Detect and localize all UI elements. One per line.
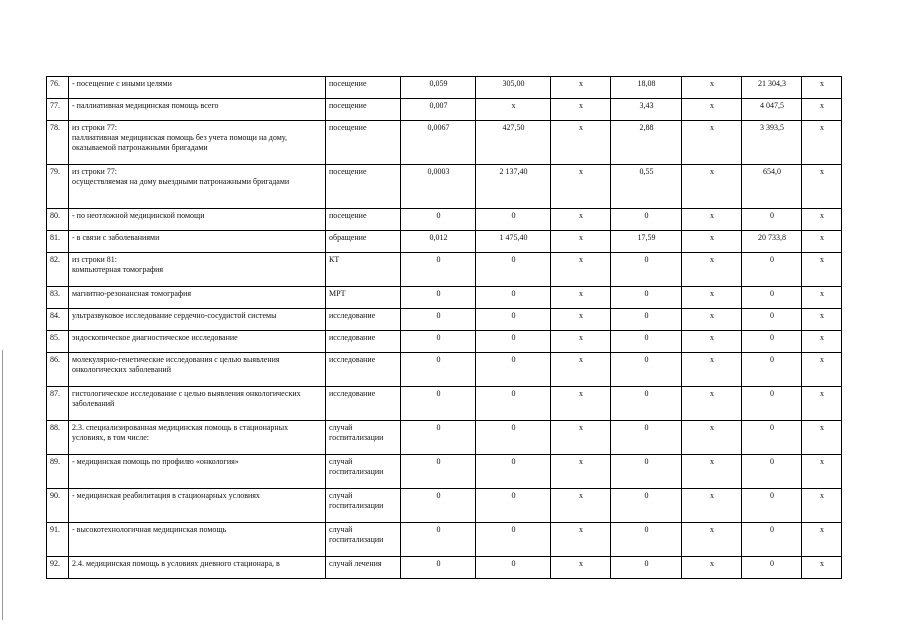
cell-col7: х (802, 557, 842, 579)
table-row (47, 557, 842, 579)
row-unit: посещение (326, 77, 401, 99)
cell-col7: х (802, 387, 842, 421)
cell-col6: 0 (742, 253, 802, 287)
cell-col5: х (682, 455, 742, 489)
scan-edge-line (2, 350, 3, 620)
cell-col1: 0,0067 (401, 121, 476, 165)
row-name: гистологическое исследование с целью выявления онкологических заболеваний (69, 387, 326, 421)
row-unit: исследование (326, 387, 401, 421)
cell-col1: 0 (401, 523, 476, 557)
cell-col4: 0,55 (611, 165, 682, 209)
cell-col2: 0 (476, 353, 551, 387)
cell-col7: х (802, 421, 842, 455)
cell-col2: 0 (476, 489, 551, 523)
cell-col2: 0 (476, 557, 551, 579)
cell-col7: х (802, 121, 842, 165)
cell-col2: 0 (476, 421, 551, 455)
cell-col6: 0 (742, 421, 802, 455)
cell-col4: 0 (611, 309, 682, 331)
cell-col3: х (551, 331, 611, 353)
cell-col3: х (551, 387, 611, 421)
cell-col6: 654,0 (742, 165, 802, 209)
row-name: - высокотехнологичная медицинская помощь (69, 523, 326, 557)
table-row (47, 287, 842, 309)
cell-col5: х (682, 121, 742, 165)
row-unit: случай госпитализации (326, 455, 401, 489)
row-number: 84. (47, 309, 69, 331)
cell-col3: х (551, 353, 611, 387)
cell-col3: х (551, 165, 611, 209)
row-unit: посещение (326, 165, 401, 209)
cell-col2: 427,50 (476, 121, 551, 165)
cell-col6: 0 (742, 209, 802, 231)
table-row (47, 455, 842, 489)
table-row (47, 331, 842, 353)
cell-col4: 0 (611, 353, 682, 387)
row-unit: исследование (326, 331, 401, 353)
cell-col4: 3,43 (611, 99, 682, 121)
cell-col6: 0 (742, 353, 802, 387)
cell-col5: х (682, 165, 742, 209)
row-name: - медицинская помощь по профилю «онкология» (69, 455, 326, 489)
table-row (47, 77, 842, 99)
cell-col5: х (682, 387, 742, 421)
cell-col4: 2,88 (611, 121, 682, 165)
cell-col6: 0 (742, 523, 802, 557)
cell-col1: 0,0003 (401, 165, 476, 209)
cell-col3: х (551, 231, 611, 253)
cell-col7: х (802, 455, 842, 489)
cell-col7: х (802, 287, 842, 309)
cell-col5: х (682, 353, 742, 387)
cell-col6: 0 (742, 489, 802, 523)
row-name: - посещение с иными целями (69, 77, 326, 99)
row-number: 87. (47, 387, 69, 421)
cell-col7: х (802, 253, 842, 287)
cell-col5: х (682, 421, 742, 455)
row-unit: посещение (326, 121, 401, 165)
cell-col1: 0 (401, 489, 476, 523)
cell-col5: х (682, 331, 742, 353)
row-name: - медицинская реабилитация в стационарных условиях (69, 489, 326, 523)
row-number: 90. (47, 489, 69, 523)
cell-col5: х (682, 523, 742, 557)
cell-col1: 0 (401, 557, 476, 579)
cell-col2: 0 (476, 523, 551, 557)
cell-col7: х (802, 309, 842, 331)
cell-col2: 305,00 (476, 77, 551, 99)
row-unit: МРТ (326, 287, 401, 309)
row-number: 77. (47, 99, 69, 121)
row-number: 78. (47, 121, 69, 165)
data-table (46, 76, 842, 579)
table-row (47, 387, 842, 421)
table-row (47, 121, 842, 165)
cell-col7: х (802, 489, 842, 523)
cell-col6: 4 047,5 (742, 99, 802, 121)
row-name: молекулярно-генетические исследования с целью выявления онкологических заболеваний (69, 353, 326, 387)
cell-col7: х (802, 331, 842, 353)
row-name: - по неотложной медицинской помощи (69, 209, 326, 231)
row-name: из строки 77: осуществляемая на дому выездными патронажными бригадами (69, 165, 326, 209)
table-row (47, 523, 842, 557)
cell-col1: 0,059 (401, 77, 476, 99)
row-number: 82. (47, 253, 69, 287)
cell-col5: х (682, 231, 742, 253)
table-row (47, 99, 842, 121)
cell-col4: 0 (611, 455, 682, 489)
cell-col7: х (802, 77, 842, 99)
row-name: ультразвуковое исследование сердечно-сосудистой системы (69, 309, 326, 331)
cell-col1: 0 (401, 421, 476, 455)
cell-col3: х (551, 121, 611, 165)
row-unit: случай госпитализации (326, 523, 401, 557)
cell-col1: 0,012 (401, 231, 476, 253)
cell-col7: х (802, 99, 842, 121)
table-row (47, 421, 842, 455)
cell-col7: х (802, 209, 842, 231)
cell-col3: х (551, 309, 611, 331)
cell-col6: 20 733,8 (742, 231, 802, 253)
cell-col1: 0 (401, 309, 476, 331)
cell-col3: х (551, 489, 611, 523)
row-unit: случай госпитализации (326, 489, 401, 523)
cell-col4: 0 (611, 209, 682, 231)
cell-col1: 0 (401, 287, 476, 309)
cell-col5: х (682, 309, 742, 331)
cell-col6: 0 (742, 331, 802, 353)
cell-col2: 0 (476, 209, 551, 231)
row-number: 81. (47, 231, 69, 253)
cell-col2: х (476, 99, 551, 121)
cell-col4: 17,59 (611, 231, 682, 253)
row-name: эндоскопическое диагностическое исследование (69, 331, 326, 353)
cell-col3: х (551, 557, 611, 579)
row-number: 85. (47, 331, 69, 353)
table-row (47, 209, 842, 231)
cell-col1: 0 (401, 455, 476, 489)
cell-col2: 0 (476, 387, 551, 421)
cell-col3: х (551, 99, 611, 121)
cell-col6: 0 (742, 557, 802, 579)
cell-col1: 0 (401, 353, 476, 387)
cell-col7: х (802, 165, 842, 209)
row-unit: случай госпитализации (326, 421, 401, 455)
cell-col6: 0 (742, 309, 802, 331)
row-name: - паллиативная медицинская помощь всего (69, 99, 326, 121)
cell-col4: 0 (611, 331, 682, 353)
table-row (47, 309, 842, 331)
cell-col6: 3 393,5 (742, 121, 802, 165)
cell-col4: 0 (611, 287, 682, 309)
cell-col5: х (682, 287, 742, 309)
row-name: из строки 81: компьютерная томография (69, 253, 326, 287)
cell-col3: х (551, 455, 611, 489)
row-number: 91. (47, 523, 69, 557)
cell-col3: х (551, 209, 611, 231)
cell-col6: 0 (742, 287, 802, 309)
row-name: - в связи с заболеваниями (69, 231, 326, 253)
row-number: 86. (47, 353, 69, 387)
cell-col3: х (551, 253, 611, 287)
row-unit: исследование (326, 353, 401, 387)
row-number: 89. (47, 455, 69, 489)
cell-col4: 18,08 (611, 77, 682, 99)
row-number: 83. (47, 287, 69, 309)
cell-col2: 0 (476, 287, 551, 309)
cell-col6: 21 304,3 (742, 77, 802, 99)
row-number: 76. (47, 77, 69, 99)
cell-col4: 0 (611, 387, 682, 421)
row-number: 80. (47, 209, 69, 231)
row-unit: обращение (326, 231, 401, 253)
cell-col2: 0 (476, 309, 551, 331)
row-unit: КТ (326, 253, 401, 287)
cell-col1: 0,007 (401, 99, 476, 121)
row-number: 92. (47, 557, 69, 579)
cell-col5: х (682, 77, 742, 99)
cell-col4: 0 (611, 523, 682, 557)
cell-col4: 0 (611, 421, 682, 455)
row-name: 2.3. специализированная медицинская помощь в стационарных условиях, в том числе: (69, 421, 326, 455)
cell-col7: х (802, 523, 842, 557)
cell-col3: х (551, 287, 611, 309)
cell-col2: 0 (476, 253, 551, 287)
table-row (47, 253, 842, 287)
row-unit: случай лечения (326, 557, 401, 579)
cell-col4: 0 (611, 489, 682, 523)
cell-col2: 0 (476, 331, 551, 353)
row-unit: посещение (326, 99, 401, 121)
cell-col1: 0 (401, 209, 476, 231)
cell-col4: 0 (611, 557, 682, 579)
row-name: 2.4. медицинская помощь в условиях дневного стационара, в (69, 557, 326, 579)
table-row (47, 489, 842, 523)
table-row (47, 165, 842, 209)
cell-col5: х (682, 489, 742, 523)
table-row (47, 353, 842, 387)
row-unit: исследование (326, 309, 401, 331)
cell-col5: х (682, 557, 742, 579)
cell-col2: 2 137,40 (476, 165, 551, 209)
cell-col5: х (682, 253, 742, 287)
cell-col4: 0 (611, 253, 682, 287)
cell-col2: 1 475,40 (476, 231, 551, 253)
cell-col3: х (551, 421, 611, 455)
cell-col7: х (802, 231, 842, 253)
cell-col6: 0 (742, 455, 802, 489)
row-unit: посещение (326, 209, 401, 231)
cell-col6: 0 (742, 387, 802, 421)
row-number: 88. (47, 421, 69, 455)
cell-col3: х (551, 523, 611, 557)
cell-col5: х (682, 209, 742, 231)
cell-col1: 0 (401, 253, 476, 287)
row-name: магнитно-резонансная томография (69, 287, 326, 309)
cell-col1: 0 (401, 387, 476, 421)
cell-col2: 0 (476, 455, 551, 489)
cell-col1: 0 (401, 331, 476, 353)
cell-col3: х (551, 77, 611, 99)
cell-col5: х (682, 99, 742, 121)
row-name: из строки 77: паллиативная медицинская помощь без учета помощи на дому, оказываемой патронажными бригадами (69, 121, 326, 165)
cell-col7: х (802, 353, 842, 387)
row-number: 79. (47, 165, 69, 209)
table-row (47, 231, 842, 253)
